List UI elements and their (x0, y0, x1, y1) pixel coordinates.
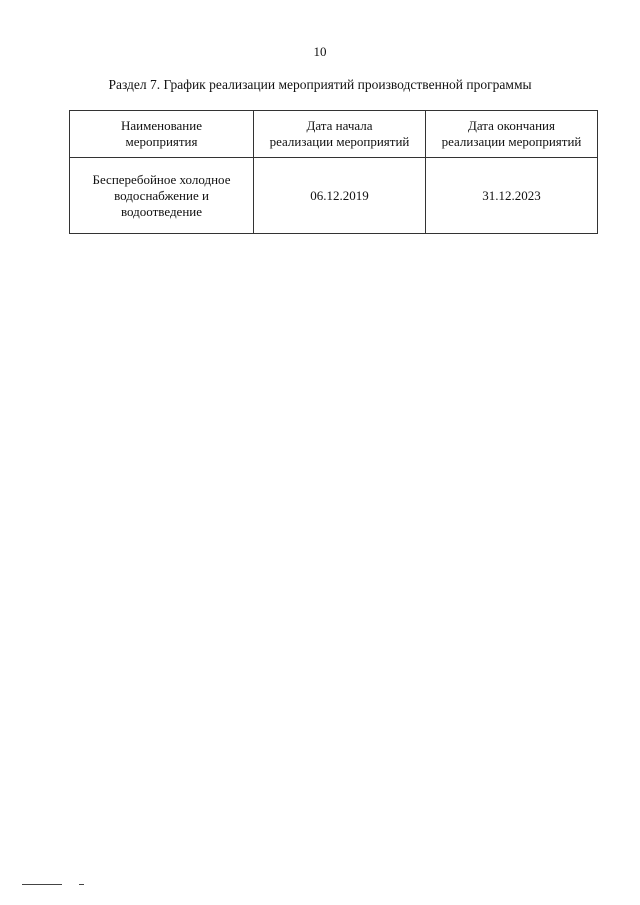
section-title: Раздел 7. График реализации мероприятий производственной программы (108, 77, 532, 92)
cell-event-name (70, 158, 254, 234)
schedule-table (69, 110, 598, 234)
header-start-line2: реализации мероприятий (269, 134, 410, 149)
header-cell-start (254, 111, 426, 158)
header-end-line1: Дата окончания (468, 118, 555, 133)
scan-mark-line (22, 884, 62, 885)
header-start-line1: Дата начала (306, 118, 373, 133)
page-number: 10 (313, 44, 327, 59)
cell-start-date: 06.12.2019 (254, 158, 426, 234)
scan-mark-dash (79, 884, 84, 885)
header-cell-name (70, 111, 254, 158)
header-name-line1: Наименование (121, 118, 202, 133)
event-name-line2: водоснабжение и (114, 187, 209, 203)
header-name-line2: мероприятия (125, 134, 198, 149)
table-row (70, 158, 598, 234)
event-name-line3: водоотведение (120, 203, 203, 219)
cell-end-date: 31.12.2023 (426, 158, 598, 234)
event-name-line1: Бесперебойное холодное (92, 171, 231, 187)
header-cell-end (426, 111, 598, 158)
header-end-line2: реализации мероприятий (441, 134, 582, 149)
table-header-row (70, 111, 598, 158)
